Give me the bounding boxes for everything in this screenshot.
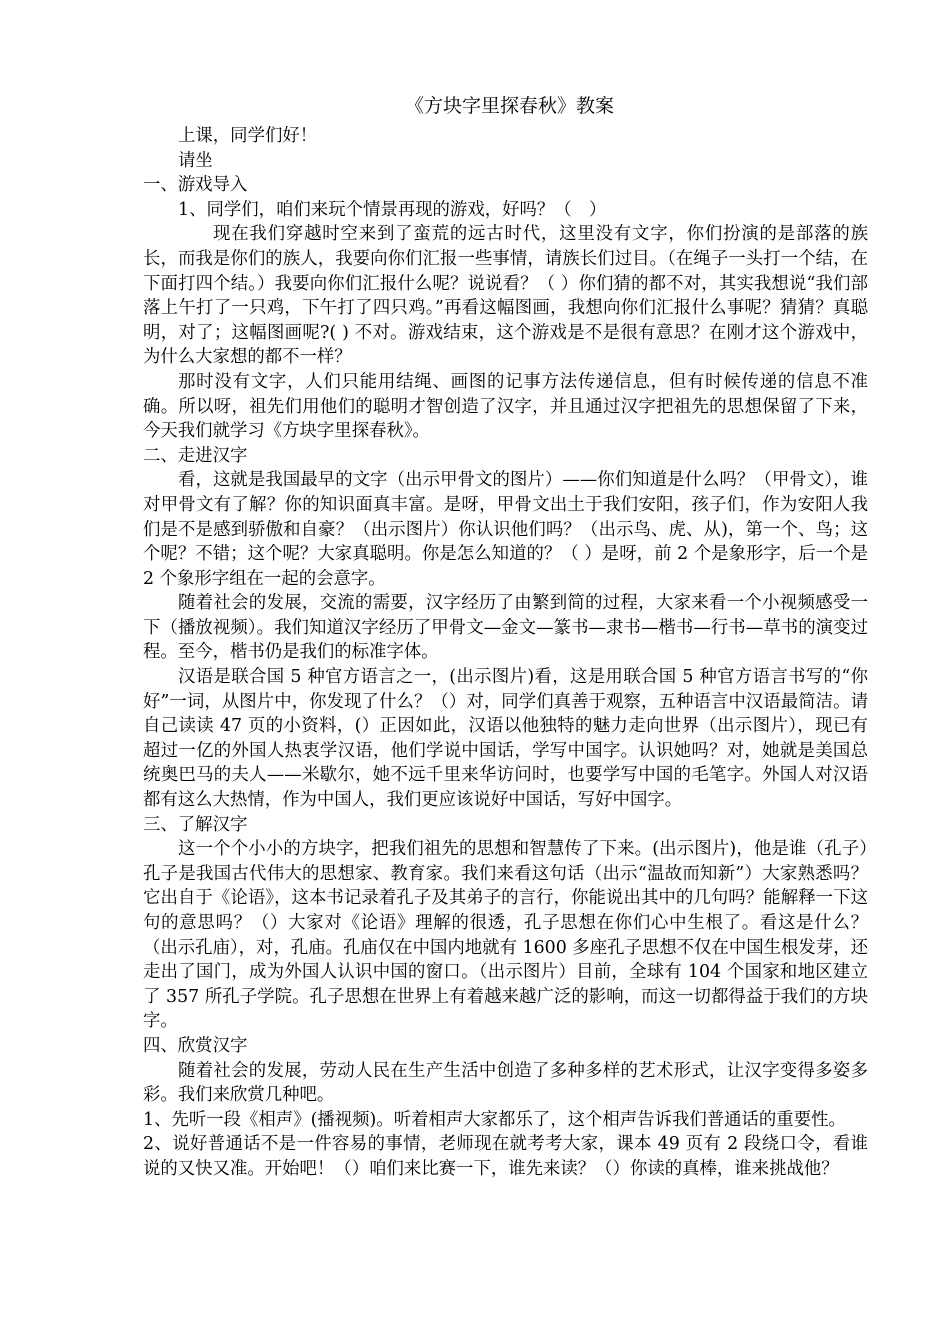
body-paragraph: 现在我们穿越时空来到了蛮荒的远古时代，这里没有文字，你们扮演的是部落的族长，而我是你们的族人，我要向你们汇报一些事情，请族长们过目。（在绳子一头打一个结，在下面打四个结。）我要向你们汇报什么呢？说说看？（ ）你们猜的都不对，其实我想说“我们部落上午打了一只鸡，下午打了四只鸡。”再看这幅图画，我想向你们汇报什么事呢？猜猜？真聪明，对了；这幅图画呢?( ) 不对。游戏结束，这个游戏是不是很有意思？在刚才这个游戏中，为什么大家想的都不一样？ <box>143 224 868 368</box>
body-paragraph: 汉语是联合国 5 种官方语言之一，(出示图片)看，这是用联合国 5 种官方语言书写的“你好”一词，从图片中，你发现了什么？（）对，同学们真善于观察，五种语言中汉语最简洁。请自己读读 47 页的小资料，(）正因如此，汉语以他独特的魅力走向世界（出示图片），现已有超过一亿的外国人热衷学汉语，他们学说中国话，学写中国字。认识她吗？对，她就是美国总统奥巴马的夫人——米歇尔，她不远千里来华访问时，也要学写中国的毛笔字。外国人对汉语都有这么大热情，作为中国人，我们更应该说好中国话，写好中国字。 <box>143 667 868 811</box>
section-paragraph: 四、欣赏汉字 <box>143 1035 248 1056</box>
body-paragraph: 随着社会的发展，交流的需要，汉字经历了由繁到简的过程，大家来看一个小视频感受一下（播放视频）。我们知道汉字经历了甲骨文—金文—篆书—隶书—楷书—行书—草书的演变过程。至今，楷书仍是我们的标准字体。 <box>143 593 868 663</box>
section-paragraph: 1、先听一段《相声》(播视频)。听着相声大家都乐了，这个相声告诉我们普通话的重要性。 <box>143 1109 846 1130</box>
body-paragraph: 请坐 <box>178 150 213 171</box>
body-paragraph: 这一个个小小的方块字，把我们祖先的思想和智慧传了下来。(出示图片)，他是谁（孔子）孔子是我国古代伟大的思想家、教育家。我们来看这句话（出示“温故而知新”）大家熟悉吗？它出自于《论语》，这本书记录着孔子及其弟子的言行，你能说出其中的几句吗？能解释一下这句的意思吗？（）大家对《论语》理解的很透，孔子思想在你们心中生根了。看这是什么？（出示孔庙），对，孔庙。孔庙仅在中国内地就有 1600 多座孔子思想不仅在中国生根发芽，还走出了国门，成为外国人认识中国的窗口。（出示图片）目前，全球有 104 个国家和地区建立了 357 所孔子学院。孔子思想在世界上有着越来越广泛的影响，而这一切都得益于我们的方块字。 <box>143 839 868 1032</box>
body-paragraph: 那时没有文字，人们只能用结绳、画图的记事方法传递信息，但有时候传递的信息不准确。所以呀，祖先们用他们的聪明才智创造了汉字，并且通过汉字把祖先的思想保留了下来，今天我们就学习《方块字里探春秋》。 <box>143 371 868 442</box>
body-paragraph: 看，这就是我国最早的文字（出示甲骨文的图片）——你们知道是什么吗？（甲骨文），谁对甲骨文有了解？你的知识面真丰富。是呀，甲骨文出土于我们安阳，孩子们，作为安阳人我们是不是感到骄傲和自豪？（出示图片）你认识他们吗？（出示鸟、虎、从)，第一个、鸟；这个呢？不错；这个呢？大家真聪明。你是怎么知道的？（ ）是呀，前 2 个是象形字，后一个是 2 个象形字组在一起的会意字。 <box>143 470 868 589</box>
body-paragraph: 上课，同学们好！ <box>178 126 318 146</box>
section-paragraph: 2、说好普通话不是一件容易的事情，老师现在就考考大家，课本 49 页有 2 段绕口令，看谁说的又快又准。开始吧！（）咱们来比赛一下，谁先来读？（）你读的真棒，谁来挑战他？ <box>143 1134 868 1179</box>
section-paragraph: 一、游戏导入 <box>143 175 248 196</box>
document-body <box>143 124 868 1182</box>
body-paragraph: 1、同学们，咱们来玩个情景再现的游戏，好吗？（ ） <box>178 199 607 220</box>
section-paragraph: 二、走进汉字 <box>143 445 248 466</box>
body-paragraph: 随着社会的发展，劳动人民在生产生活中创造了多种多样的艺术形式，让汉字变得多姿多彩。我们来欣赏几种吧。 <box>143 1060 868 1106</box>
document-title: 《方块字里探春秋》教案 <box>404 95 614 117</box>
section-paragraph: 三、了解汉字 <box>143 814 248 835</box>
